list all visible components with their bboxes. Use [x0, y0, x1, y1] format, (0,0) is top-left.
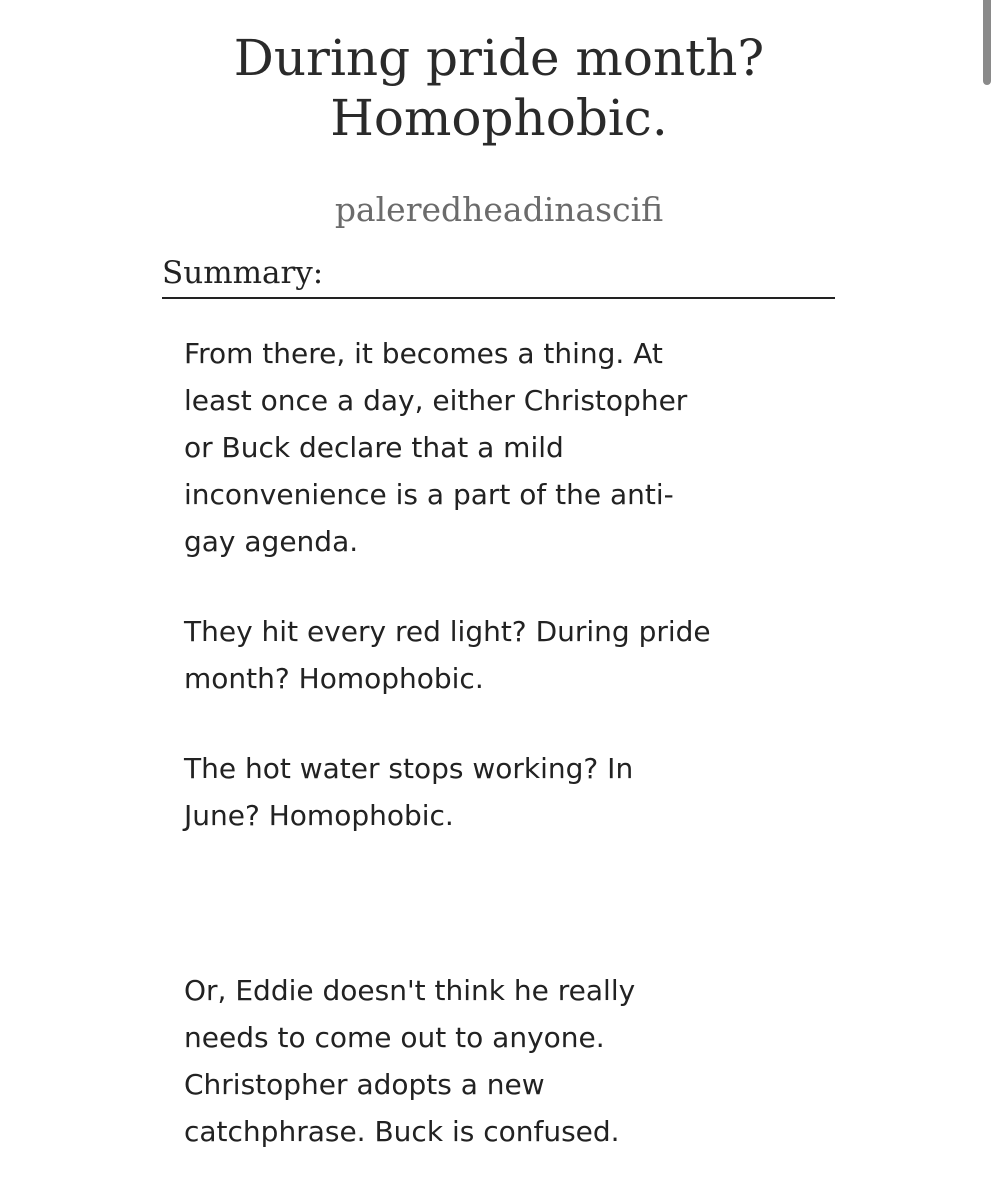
text-line: Christopher adopts a new: [184, 1068, 545, 1101]
summary-text: [184, 330, 864, 1155]
summary-paragraph: [184, 745, 864, 839]
scrollbar[interactable]: [983, 0, 991, 85]
text-line: needs to come out to anyone.: [184, 1021, 605, 1054]
text-line: or Buck declare that a mild: [184, 431, 564, 464]
work-title: [0, 28, 998, 148]
title-line: Homophobic.: [330, 89, 668, 147]
text-line: From there, it becomes a thing. At: [184, 337, 663, 370]
summary-paragraph: [184, 330, 864, 565]
text-line: catchphrase. Buck is confused.: [184, 1115, 620, 1148]
text-line: least once a day, either Christopher: [184, 384, 688, 417]
text-line: They hit every red light? During pride: [184, 615, 711, 648]
text-line: gay agenda.: [184, 525, 359, 558]
summary-paragraph: [184, 967, 864, 1155]
author-link[interactable]: paleredheadinascifi: [334, 190, 664, 229]
summary-paragraph: [184, 608, 864, 702]
text-line: month? Homophobic.: [184, 662, 484, 695]
text-line: inconvenience is a part of the anti-: [184, 478, 674, 511]
title-line: During pride month?: [233, 29, 765, 87]
text-line: June? Homophobic.: [184, 799, 454, 832]
text-line: Or, Eddie doesn't think he really: [184, 974, 636, 1007]
summary-heading: Summary:: [162, 252, 835, 299]
text-line: The hot water stops working? In: [184, 752, 634, 785]
